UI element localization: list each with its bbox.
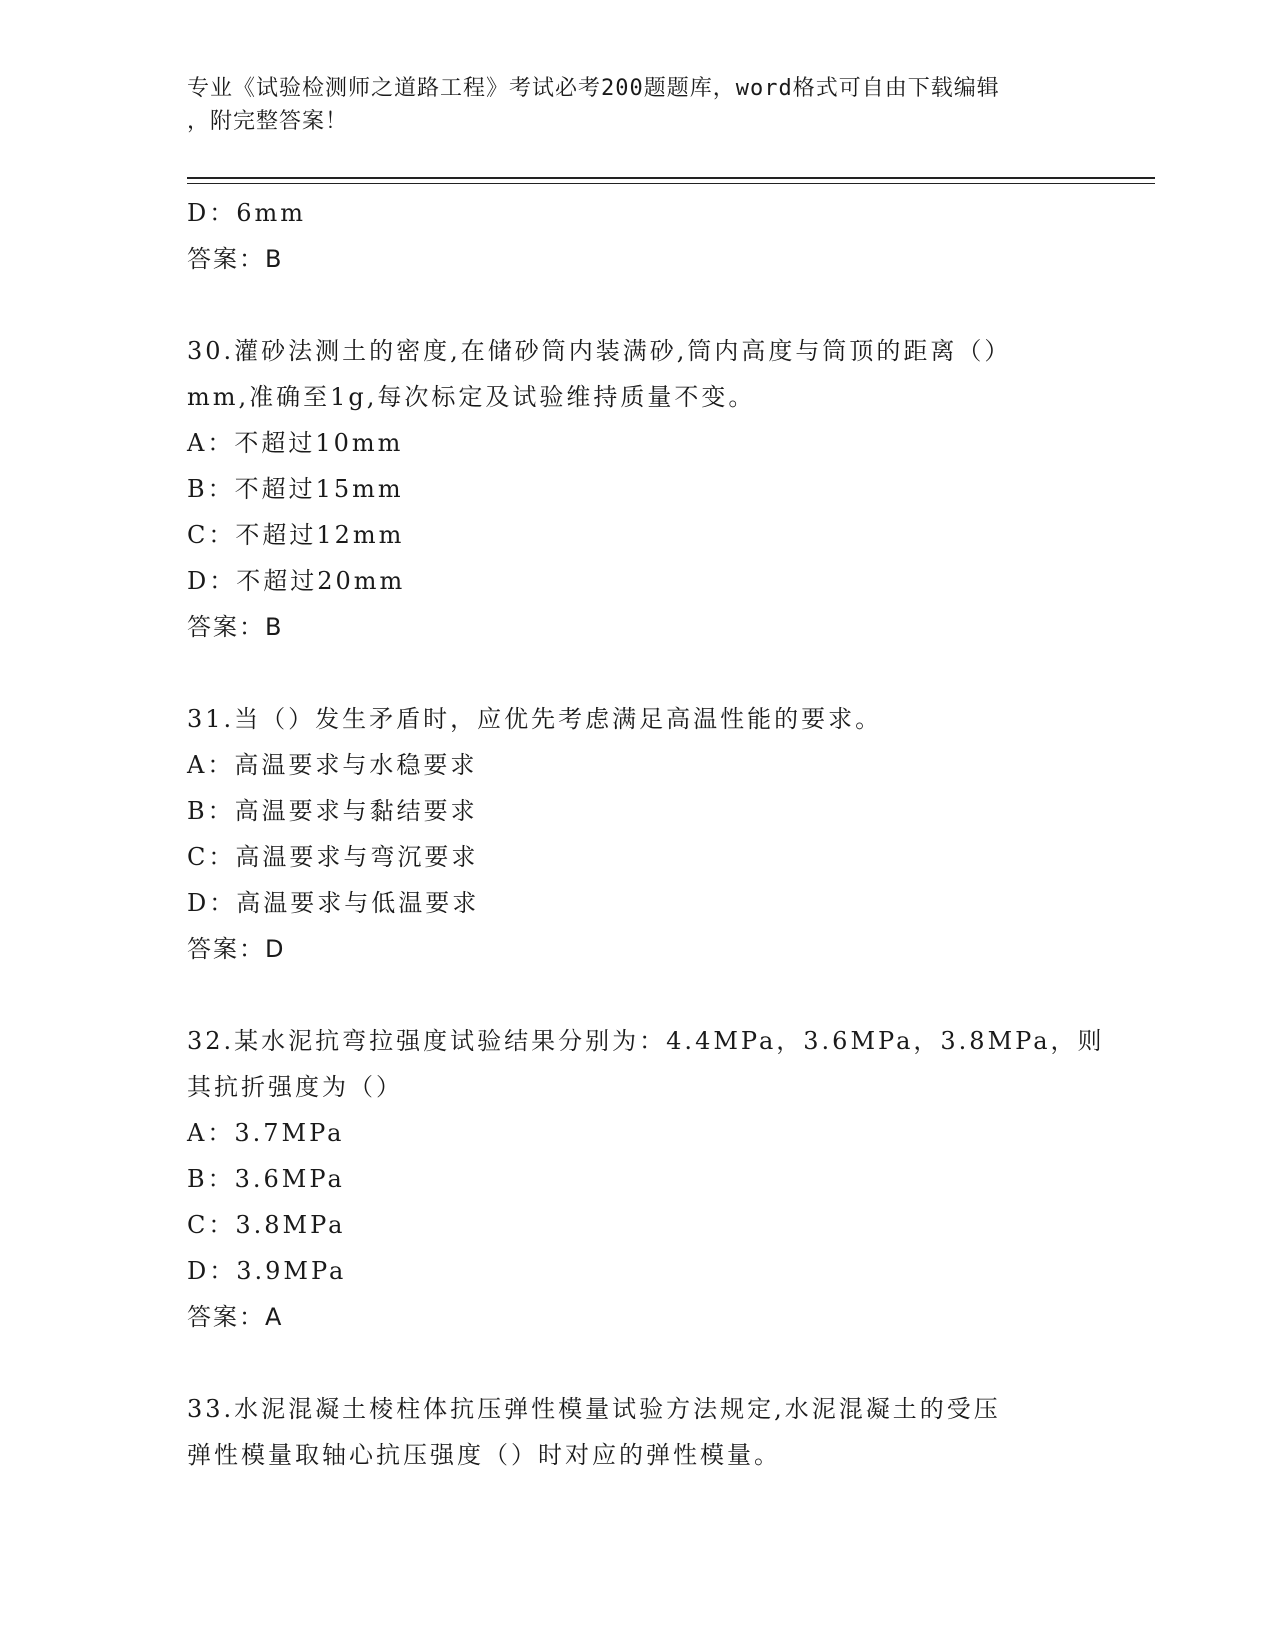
question-stem (187, 696, 1087, 742)
option-a: A：高温要求与水稳要求 (187, 751, 478, 779)
option-a: A：不超过10mm (187, 429, 404, 457)
option-a: A：3.7MPa (187, 1119, 345, 1147)
question-stem (187, 328, 1087, 420)
option-c: C：不超过12mm (187, 521, 405, 549)
question-stem (187, 1018, 1105, 1110)
answer-line: 答案：D (187, 935, 286, 963)
option-d: D：3.9MPa (187, 1257, 347, 1285)
document-header (187, 72, 1087, 138)
option-d: D：高温要求与低温要求 (187, 889, 480, 917)
header-divider-thick (187, 177, 1155, 179)
answer-line: 答案：B (187, 613, 284, 641)
spacer (187, 1340, 1087, 1386)
spacer (187, 282, 1087, 328)
question-stem (187, 1386, 1087, 1478)
option-b: B：高温要求与黏结要求 (187, 797, 478, 825)
option-c: C：高温要求与弯沉要求 (187, 843, 479, 871)
header-title-line-2: ，附完整答案！ (187, 109, 349, 134)
question-stem-line: 弹性模量取轴心抗压强度（）时对应的弹性模量。 (187, 1441, 781, 1469)
question-stem-line: 33.水泥混凝土棱柱体抗压弹性模量试验方法规定,水泥混凝土的受压 (187, 1395, 1001, 1423)
spacer (187, 972, 1087, 1018)
question-stem-line: 32.某水泥抗弯拉强度试验结果分别为：4.4MPa，3.6MPa，3.8MPa，则 (187, 1027, 1105, 1055)
option-b: B：不超过15mm (187, 475, 404, 503)
answer-line: 答案：A (187, 1303, 284, 1331)
option-d: D：不超过20mm (187, 567, 406, 595)
answer-line: 答案：B (187, 245, 284, 273)
question-stem-line: 30.灌砂法测土的密度,在储砂筒内装满砂,筒内高度与筒顶的距离（） (187, 337, 1012, 365)
header-title-line-1: 专业《试验检测师之道路工程》考试必考200题题库，word格式可自由下载编辑 (187, 76, 1000, 101)
question-stem-line: 其抗折强度为（） (187, 1073, 403, 1101)
option-c: C：3.8MPa (187, 1211, 346, 1239)
header-divider-thin (187, 183, 1155, 184)
spacer (187, 650, 1087, 696)
option-b: B：3.6MPa (187, 1165, 345, 1193)
question-stem-line: mm,准确至1g,每次标定及试验维持质量不变。 (187, 383, 756, 411)
option-d: D：6mm (187, 199, 307, 227)
question-content (187, 190, 1105, 1478)
question-stem-line: 31.当（）发生矛盾时，应优先考虑满足高温性能的要求。 (187, 705, 883, 733)
